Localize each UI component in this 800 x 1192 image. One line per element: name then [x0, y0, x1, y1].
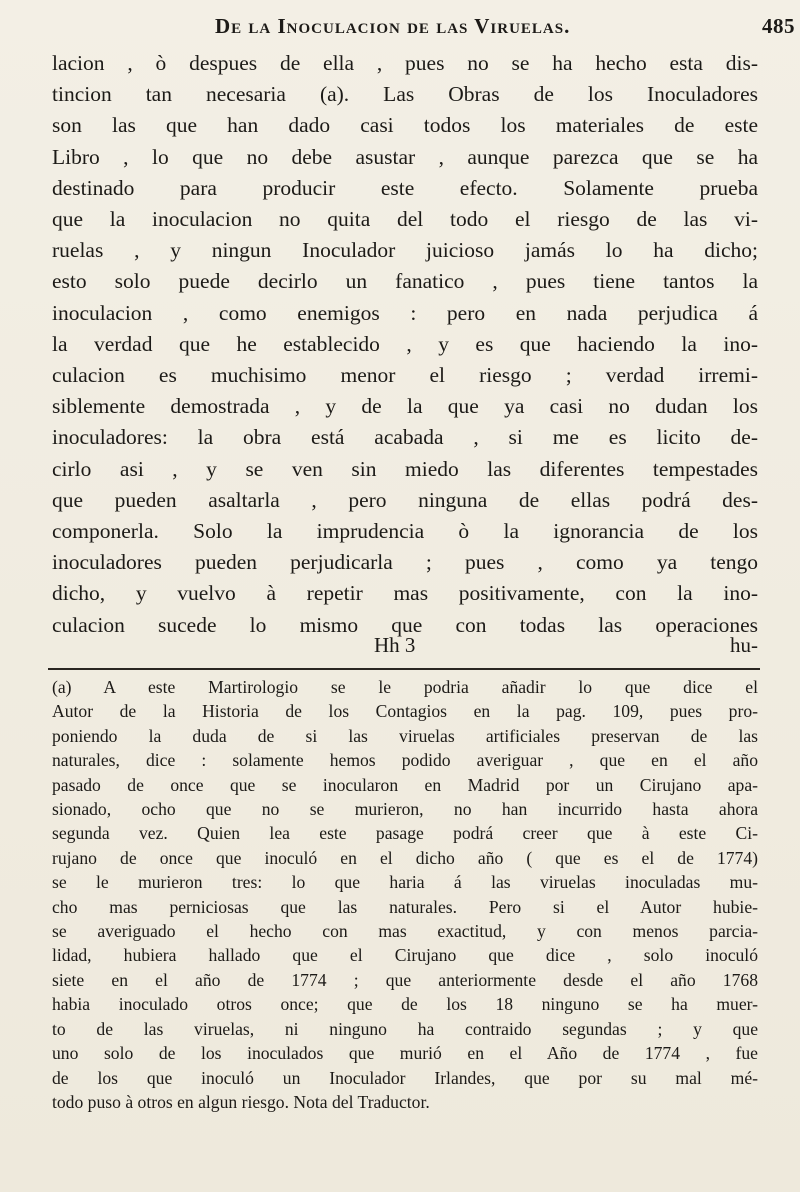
footnote-line: segunda vez. Quien lea este pasage podrá creer que à este Ci-: [52, 823, 758, 844]
text-line: la verdad que he establecido , y es que haciendo la ino-: [52, 331, 758, 356]
text-line: inoculacion , como enemigos : pero en nada perjudica á: [52, 300, 758, 325]
footnote-rule: [48, 668, 760, 670]
text-line: que la inoculacion no quita del todo el riesgo de las vi-: [52, 207, 758, 232]
running-head: [215, 14, 795, 39]
footnote-line: cho mas perniciosas que las naturales. Pero si el Autor hubie-: [52, 896, 758, 917]
footnote-line: sionado, ocho que no se murieron, no han incurrido hasta ahora: [52, 799, 758, 820]
text-line: siblemente demostrada , y de la que ya casi no dudan los: [52, 394, 758, 419]
text-line: destinado para producir este efecto. Solamente prueba: [52, 175, 758, 200]
footnote-line: uno solo de los inoculados que murió en el Año de 1774 , fue: [52, 1043, 758, 1064]
text-line: dicho, y vuelvo à repetir mas positivamente, con la ino-: [52, 581, 758, 606]
text-line: componerla. Solo la imprudencia ò la ignorancia de los: [52, 519, 758, 544]
text-line: Libro , lo que no debe asustar , aunque parezca que se ha: [52, 144, 758, 169]
text-line: culacion sucede lo mismo que con todas las operaciones: [52, 612, 758, 637]
text-line: ruelas , y ningun Inoculador juicioso jamás lo ha dicho;: [52, 238, 758, 263]
signature-mark: Hh 3: [374, 633, 416, 657]
text-line: esto solo puede decirlo un fanatico , pues tiene tantos la: [52, 269, 758, 294]
footnote-line: rujano de once que inoculó en el dicho año ( que es el de 1774): [52, 847, 758, 868]
text-line: tincion tan necesaria (a). Las Obras de los Inoculadores: [52, 82, 758, 107]
text-line: inoculadores: la obra está acabada , si me es licito de-: [52, 425, 758, 450]
footnote-line: de los que inoculó un Inoculador Irlandes, que por su mal mé-: [52, 1067, 758, 1088]
text-line: culacion es muchisimo menor el riesgo ; verdad irremi-: [52, 363, 758, 388]
footnote-line: siete en el año de 1774 ; que anteriormente desde el año 1768: [52, 969, 758, 990]
footnote-line: se averiguado el hecho con mas exactitud, y con menos parcia-: [52, 921, 758, 942]
running-title: De la Inoculacion de las Viruelas.: [215, 14, 571, 38]
footnote-line: naturales, dice : solamente hemos podido averiguar , que en el año: [52, 750, 758, 771]
footnote-line: lidad, hubiera hallado que el Cirujano que dice , solo inoculó: [52, 945, 758, 966]
catchword: hu-: [730, 633, 758, 657]
main-text: [52, 48, 758, 641]
text-line: que pueden asaltarla , pero ninguna de ellas podrá des-: [52, 487, 758, 512]
footnote-line: pasado de once que se inocularon en Madrid por un Cirujano apa-: [52, 774, 758, 795]
footnote-line: Autor de la Historia de los Contagios en la pag. 109, pues pro-: [52, 701, 758, 722]
footnote: [52, 675, 758, 1114]
footnote-line: se le murieron tres: lo que haria á las viruelas inoculadas mu-: [52, 872, 758, 893]
page-number: 485: [762, 14, 795, 38]
footnote-line: poniendo la duda de si las viruelas artificiales preservan de las: [52, 725, 758, 746]
text-line: cirlo asi , y se ven sin miedo las diferentes tempestades: [52, 456, 758, 481]
footnote-line: (a) A este Martirologio se le podria añadir lo que dice el: [52, 677, 758, 697]
text-line: inoculadores pueden perjudicarla ; pues , como ya tengo: [52, 550, 758, 575]
text-line: son las que han dado casi todos los materiales de este: [52, 113, 758, 138]
footnote-line: todo puso à otros en algun riesgo. Nota del Traductor.: [52, 1091, 430, 1112]
text-line: lacion , ò despues de ella , pues no se ha hecho esta dis-: [52, 51, 758, 75]
signature-row: [52, 633, 758, 661]
footnote-line: habia inoculado otros once; que de los 18 ninguno se ha muer-: [52, 994, 758, 1015]
footnote-line: to de las viruelas, ni ninguno ha contraido segundas ; y que: [52, 1018, 758, 1039]
